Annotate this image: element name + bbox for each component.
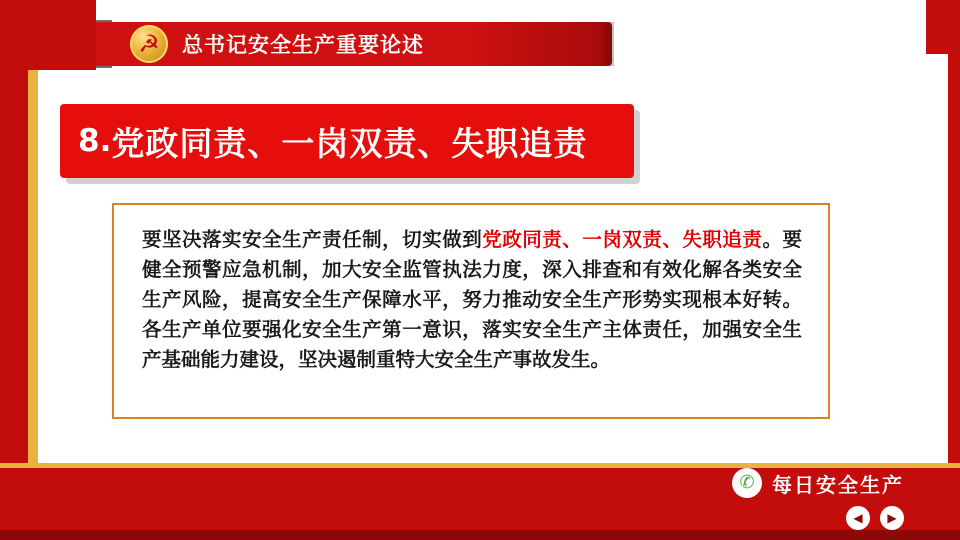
body-paragraph [142, 225, 802, 375]
hammer-sickle-icon [130, 25, 168, 63]
body-content-box [112, 203, 830, 419]
decor-left-rail [0, 0, 28, 540]
prev-slide-button[interactable]: ◀ [846, 506, 870, 530]
decor-bottom-dark-line [0, 530, 960, 540]
header-title: 总书记安全生产重要论述 [182, 33, 424, 57]
decor-right-rail [948, 0, 960, 540]
next-slide-button[interactable]: ▶ [880, 506, 904, 530]
body-segment-2: 。要健全预警应急机制，加大安全监管执法力度，深入排查和有效化解各类安全生产风险，提高安全生产保障水平，努力推动安全生产形势实现根本好转。各生产单位要强化安全生产第一意识，落实安全生产主体责任，加强安全生产基础能力建设，坚决遏制重特大安全生产事故发生。 [142, 228, 802, 371]
title-number: 8. [78, 123, 112, 159]
wechat-icon [732, 468, 762, 498]
navigation-controls [846, 506, 904, 530]
decor-left-top-block [0, 0, 96, 70]
title-plaque [60, 104, 634, 178]
header-ribbon [96, 22, 612, 66]
brand-name: 每日安全生产 [772, 472, 904, 497]
footer-brand [732, 468, 904, 498]
body-segment-1: 要坚决落实安全生产责任制，切实做到 [142, 228, 483, 251]
body-segment-highlight: 党政同责、一岗双责、失职追责 [482, 228, 763, 251]
wechat-glyph: ✆ [739, 472, 755, 493]
hammer-sickle-glyph: ☭ [138, 30, 160, 58]
decor-right-top-block [926, 0, 960, 54]
page-title: 党政同责、一岗双责、失职追责 [111, 123, 588, 163]
